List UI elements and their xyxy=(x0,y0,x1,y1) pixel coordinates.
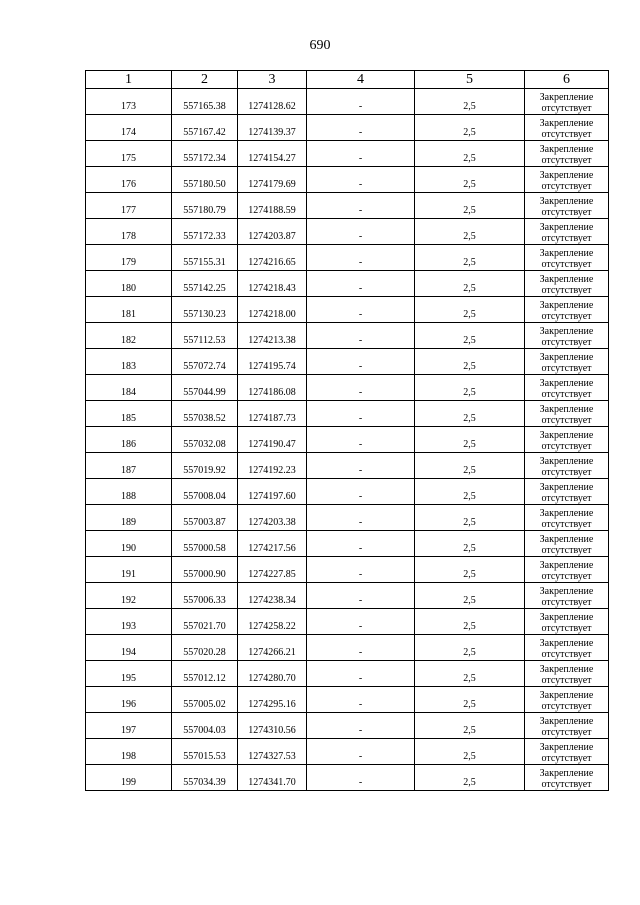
fixing-status-cell: Закрепление отсутствует xyxy=(525,453,609,479)
y-coordinate-cell: 1274227.85 xyxy=(238,557,307,583)
fixing-status-cell: Закрепление отсутствует xyxy=(525,661,609,687)
column-5-cell: 2,5 xyxy=(415,583,525,609)
y-coordinate-cell: 1274295.16 xyxy=(238,687,307,713)
column-4-cell: - xyxy=(307,115,415,141)
point-number-cell: 175 xyxy=(86,141,172,167)
fixing-status-cell: Закрепление отсутствует xyxy=(525,583,609,609)
point-number-cell: 183 xyxy=(86,349,172,375)
column-5-cell: 2,5 xyxy=(415,453,525,479)
point-number-cell: 195 xyxy=(86,661,172,687)
fixing-status-cell: Закрепление отсутствует xyxy=(525,713,609,739)
table-row xyxy=(86,635,609,661)
table-row xyxy=(86,245,609,271)
x-coordinate-cell: 557032.08 xyxy=(172,427,238,453)
column-5-cell: 2,5 xyxy=(415,167,525,193)
y-coordinate-cell: 1274195.74 xyxy=(238,349,307,375)
point-number-cell: 188 xyxy=(86,479,172,505)
header-cell-6: 6 xyxy=(525,71,609,89)
x-coordinate-cell: 557112.53 xyxy=(172,323,238,349)
column-4-cell: - xyxy=(307,427,415,453)
fixing-status-cell: Закрепление отсутствует xyxy=(525,635,609,661)
y-coordinate-cell: 1274218.43 xyxy=(238,271,307,297)
point-number-cell: 179 xyxy=(86,245,172,271)
x-coordinate-cell: 557172.34 xyxy=(172,141,238,167)
table-row xyxy=(86,219,609,245)
y-coordinate-cell: 1274310.56 xyxy=(238,713,307,739)
fixing-status-cell: Закрепление отсутствует xyxy=(525,193,609,219)
column-4-cell: - xyxy=(307,323,415,349)
fixing-status-cell: Закрепление отсутствует xyxy=(525,427,609,453)
column-5-cell: 2,5 xyxy=(415,505,525,531)
fixing-status-cell: Закрепление отсутствует xyxy=(525,141,609,167)
table-row xyxy=(86,193,609,219)
x-coordinate-cell: 557165.38 xyxy=(172,89,238,115)
x-coordinate-cell: 557072.74 xyxy=(172,349,238,375)
point-number-cell: 196 xyxy=(86,687,172,713)
y-coordinate-cell: 1274192.23 xyxy=(238,453,307,479)
y-coordinate-cell: 1274188.59 xyxy=(238,193,307,219)
column-4-cell: - xyxy=(307,167,415,193)
x-coordinate-cell: 557006.33 xyxy=(172,583,238,609)
fixing-status-cell: Закрепление отсутствует xyxy=(525,89,609,115)
point-number-cell: 194 xyxy=(86,635,172,661)
y-coordinate-cell: 1274203.38 xyxy=(238,505,307,531)
point-number-cell: 191 xyxy=(86,557,172,583)
column-5-cell: 2,5 xyxy=(415,557,525,583)
y-coordinate-cell: 1274203.87 xyxy=(238,219,307,245)
column-4-cell: - xyxy=(307,765,415,791)
y-coordinate-cell: 1274327.53 xyxy=(238,739,307,765)
column-5-cell: 2,5 xyxy=(415,635,525,661)
table-row xyxy=(86,739,609,765)
column-5-cell: 2,5 xyxy=(415,609,525,635)
column-5-cell: 2,5 xyxy=(415,245,525,271)
fixing-status-cell: Закрепление отсутствует xyxy=(525,687,609,713)
x-coordinate-cell: 557003.87 xyxy=(172,505,238,531)
x-coordinate-cell: 557044.99 xyxy=(172,375,238,401)
column-4-cell: - xyxy=(307,219,415,245)
x-coordinate-cell: 557005.02 xyxy=(172,687,238,713)
column-5-cell: 2,5 xyxy=(415,89,525,115)
point-number-cell: 190 xyxy=(86,531,172,557)
fixing-status-cell: Закрепление отсутствует xyxy=(525,609,609,635)
point-number-cell: 182 xyxy=(86,323,172,349)
y-coordinate-cell: 1274280.70 xyxy=(238,661,307,687)
column-4-cell: - xyxy=(307,89,415,115)
table-row xyxy=(86,661,609,687)
point-number-cell: 186 xyxy=(86,427,172,453)
column-5-cell: 2,5 xyxy=(415,687,525,713)
table-header xyxy=(86,71,609,89)
column-4-cell: - xyxy=(307,635,415,661)
y-coordinate-cell: 1274217.56 xyxy=(238,531,307,557)
point-number-cell: 185 xyxy=(86,401,172,427)
x-coordinate-cell: 557004.03 xyxy=(172,713,238,739)
column-4-cell: - xyxy=(307,661,415,687)
column-4-cell: - xyxy=(307,583,415,609)
x-coordinate-cell: 557155.31 xyxy=(172,245,238,271)
fixing-status-cell: Закрепление отсутствует xyxy=(525,531,609,557)
point-number-cell: 187 xyxy=(86,453,172,479)
fixing-status-cell: Закрепление отсутствует xyxy=(525,297,609,323)
point-number-cell: 178 xyxy=(86,219,172,245)
table-row xyxy=(86,713,609,739)
y-coordinate-cell: 1274186.08 xyxy=(238,375,307,401)
table-row xyxy=(86,479,609,505)
point-number-cell: 199 xyxy=(86,765,172,791)
point-number-cell: 197 xyxy=(86,713,172,739)
x-coordinate-cell: 557167.42 xyxy=(172,115,238,141)
point-number-cell: 180 xyxy=(86,271,172,297)
x-coordinate-cell: 557142.25 xyxy=(172,271,238,297)
point-number-cell: 198 xyxy=(86,739,172,765)
x-coordinate-cell: 557021.70 xyxy=(172,609,238,635)
fixing-status-cell: Закрепление отсутствует xyxy=(525,479,609,505)
fixing-status-cell: Закрепление отсутствует xyxy=(525,375,609,401)
fixing-status-cell: Закрепление отсутствует xyxy=(525,739,609,765)
column-4-cell: - xyxy=(307,375,415,401)
table-row xyxy=(86,765,609,791)
x-coordinate-cell: 557008.04 xyxy=(172,479,238,505)
column-4-cell: - xyxy=(307,141,415,167)
point-number-cell: 176 xyxy=(86,167,172,193)
x-coordinate-cell: 557020.28 xyxy=(172,635,238,661)
column-4-cell: - xyxy=(307,479,415,505)
y-coordinate-cell: 1274187.73 xyxy=(238,401,307,427)
table-row xyxy=(86,323,609,349)
column-4-cell: - xyxy=(307,531,415,557)
header-row xyxy=(86,71,609,89)
y-coordinate-cell: 1274218.00 xyxy=(238,297,307,323)
fixing-status-cell: Закрепление отсутствует xyxy=(525,401,609,427)
fixing-status-cell: Закрепление отсутствует xyxy=(525,245,609,271)
column-5-cell: 2,5 xyxy=(415,739,525,765)
column-4-cell: - xyxy=(307,271,415,297)
column-5-cell: 2,5 xyxy=(415,765,525,791)
column-5-cell: 2,5 xyxy=(415,141,525,167)
x-coordinate-cell: 557172.33 xyxy=(172,219,238,245)
column-5-cell: 2,5 xyxy=(415,375,525,401)
x-coordinate-cell: 557180.50 xyxy=(172,167,238,193)
fixing-status-cell: Закрепление отсутствует xyxy=(525,349,609,375)
fixing-status-cell: Закрепление отсутствует xyxy=(525,115,609,141)
point-number-cell: 184 xyxy=(86,375,172,401)
column-5-cell: 2,5 xyxy=(415,531,525,557)
table-row xyxy=(86,89,609,115)
column-5-cell: 2,5 xyxy=(415,713,525,739)
column-4-cell: - xyxy=(307,505,415,531)
column-4-cell: - xyxy=(307,739,415,765)
x-coordinate-cell: 557038.52 xyxy=(172,401,238,427)
x-coordinate-cell: 557180.79 xyxy=(172,193,238,219)
column-5-cell: 2,5 xyxy=(415,271,525,297)
column-4-cell: - xyxy=(307,687,415,713)
table-row xyxy=(86,271,609,297)
table-row xyxy=(86,167,609,193)
column-5-cell: 2,5 xyxy=(415,349,525,375)
column-4-cell: - xyxy=(307,453,415,479)
table-row xyxy=(86,687,609,713)
column-4-cell: - xyxy=(307,609,415,635)
header-cell-3: 3 xyxy=(238,71,307,89)
column-5-cell: 2,5 xyxy=(415,115,525,141)
column-4-cell: - xyxy=(307,245,415,271)
point-number-cell: 177 xyxy=(86,193,172,219)
page-number: 690 xyxy=(309,38,331,53)
point-number-cell: 173 xyxy=(86,89,172,115)
column-4-cell: - xyxy=(307,349,415,375)
y-coordinate-cell: 1274341.70 xyxy=(238,765,307,791)
y-coordinate-cell: 1274139.37 xyxy=(238,115,307,141)
column-5-cell: 2,5 xyxy=(415,401,525,427)
fixing-status-cell: Закрепление отсутствует xyxy=(525,323,609,349)
y-coordinate-cell: 1274238.34 xyxy=(238,583,307,609)
y-coordinate-cell: 1274179.69 xyxy=(238,167,307,193)
fixing-status-cell: Закрепление отсутствует xyxy=(525,219,609,245)
table-row xyxy=(86,375,609,401)
y-coordinate-cell: 1274266.21 xyxy=(238,635,307,661)
header-cell-4: 4 xyxy=(307,71,415,89)
table-row xyxy=(86,115,609,141)
point-number-cell: 193 xyxy=(86,609,172,635)
fixing-status-cell: Закрепление отсутствует xyxy=(525,765,609,791)
table-body xyxy=(86,89,609,791)
x-coordinate-cell: 557012.12 xyxy=(172,661,238,687)
y-coordinate-cell: 1274197.60 xyxy=(238,479,307,505)
coordinates-table xyxy=(85,70,609,791)
y-coordinate-cell: 1274154.27 xyxy=(238,141,307,167)
table-row xyxy=(86,401,609,427)
y-coordinate-cell: 1274258.22 xyxy=(238,609,307,635)
fixing-status-cell: Закрепление отсутствует xyxy=(525,557,609,583)
point-number-cell: 189 xyxy=(86,505,172,531)
x-coordinate-cell: 557130.23 xyxy=(172,297,238,323)
column-4-cell: - xyxy=(307,193,415,219)
column-4-cell: - xyxy=(307,557,415,583)
table-row xyxy=(86,557,609,583)
column-5-cell: 2,5 xyxy=(415,297,525,323)
column-5-cell: 2,5 xyxy=(415,661,525,687)
column-4-cell: - xyxy=(307,297,415,323)
table-row xyxy=(86,427,609,453)
table-row xyxy=(86,349,609,375)
table-row xyxy=(86,583,609,609)
y-coordinate-cell: 1274190.47 xyxy=(238,427,307,453)
x-coordinate-cell: 557015.53 xyxy=(172,739,238,765)
x-coordinate-cell: 557034.39 xyxy=(172,765,238,791)
point-number-cell: 174 xyxy=(86,115,172,141)
header-cell-2: 2 xyxy=(172,71,238,89)
header-cell-5: 5 xyxy=(415,71,525,89)
point-number-cell: 181 xyxy=(86,297,172,323)
point-number-cell: 192 xyxy=(86,583,172,609)
fixing-status-cell: Закрепление отсутствует xyxy=(525,505,609,531)
column-4-cell: - xyxy=(307,713,415,739)
column-4-cell: - xyxy=(307,401,415,427)
column-5-cell: 2,5 xyxy=(415,193,525,219)
x-coordinate-cell: 557019.92 xyxy=(172,453,238,479)
header-cell-1: 1 xyxy=(86,71,172,89)
column-5-cell: 2,5 xyxy=(415,323,525,349)
fixing-status-cell: Закрепление отсутствует xyxy=(525,271,609,297)
column-5-cell: 2,5 xyxy=(415,219,525,245)
column-5-cell: 2,5 xyxy=(415,479,525,505)
y-coordinate-cell: 1274213.38 xyxy=(238,323,307,349)
y-coordinate-cell: 1274216.65 xyxy=(238,245,307,271)
x-coordinate-cell: 557000.58 xyxy=(172,531,238,557)
table-row xyxy=(86,297,609,323)
table-row xyxy=(86,609,609,635)
table-row xyxy=(86,453,609,479)
table-row xyxy=(86,505,609,531)
x-coordinate-cell: 557000.90 xyxy=(172,557,238,583)
table-row xyxy=(86,141,609,167)
column-5-cell: 2,5 xyxy=(415,427,525,453)
fixing-status-cell: Закрепление отсутствует xyxy=(525,167,609,193)
table-row xyxy=(86,531,609,557)
y-coordinate-cell: 1274128.62 xyxy=(238,89,307,115)
